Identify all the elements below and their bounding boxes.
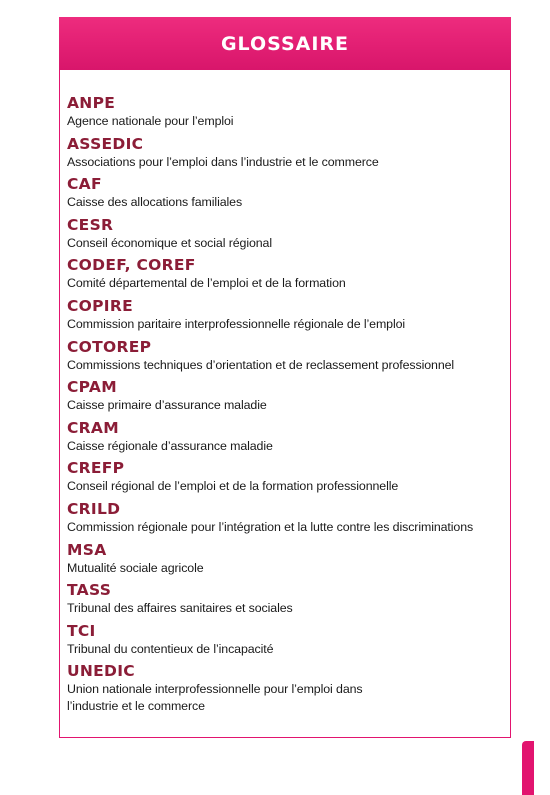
glossary-list	[67, 93, 502, 721]
glossary-definition: Caisse des allocations familiales	[67, 195, 243, 210]
glossary-definition: Commission régionale pour l’intégration et la lutte contre les discriminations	[67, 519, 474, 534]
glossary-definition: Commissions techniques d’orientation et de reclassement professionnel	[67, 357, 455, 372]
glossary-acronym: COPIRE	[67, 296, 134, 315]
glossary-definition: Commission paritaire interprofessionnelle régionale de l’emploi	[67, 316, 406, 331]
glossary-acronym: CPAM	[67, 378, 117, 397]
glossary-entry-cpam	[67, 377, 502, 418]
glossary-definition: Associations pour l’emploi dans l’industrie et le commerce	[67, 154, 379, 169]
page-edge-tab	[522, 741, 534, 795]
glossary-entry-assedic	[67, 134, 502, 175]
glossary-definition: Tribunal du contentieux de l’incapacité	[67, 641, 274, 656]
glossary-definition: Mutualité sociale agricole	[67, 560, 204, 575]
glossary-acronym: CESR	[67, 215, 114, 234]
glossary-acronym: MSA	[67, 540, 107, 559]
glossary-acronym: CODEF, COREF	[67, 256, 196, 275]
glossary-entry-crild	[67, 499, 502, 540]
glossary-acronym: COTOREP	[67, 337, 152, 356]
glossary-entry-tci	[67, 621, 502, 662]
glossary-definition: Conseil régional de l’emploi et de la formation professionnelle	[67, 479, 399, 494]
glossary-entry-cram	[67, 418, 502, 459]
glossary-acronym: UNEDIC	[67, 662, 135, 681]
glossary-acronym: ASSEDIC	[67, 134, 144, 153]
glossary-definition: Caisse primaire d’assurance maladie	[67, 398, 267, 413]
glossary-definition: Tribunal des affaires sanitaires et sociales	[67, 601, 293, 616]
glossary-entry-tass	[67, 580, 502, 621]
glossary-entry-cotorep	[67, 337, 502, 378]
glossary-acronym: CRILD	[67, 499, 121, 518]
glossary-entry-unedic	[67, 661, 502, 721]
glossary-entry-codef-coref	[67, 255, 502, 296]
glossary-header	[59, 17, 511, 70]
glossary-entry-anpe	[67, 93, 502, 134]
glossary-acronym: TCI	[67, 621, 96, 640]
glossary-definition: Comité départemental de l’emploi et de la formation	[67, 276, 346, 291]
glossary-entry-crefp	[67, 458, 502, 499]
glossary-acronym: CREFP	[67, 459, 125, 478]
glossary-acronym: ANPE	[67, 94, 116, 112]
glossary-definition: Conseil économique et social régional	[67, 235, 272, 250]
glossary-acronym: CRAM	[67, 418, 119, 437]
glossary-definition: Union nationale interprofessionnelle pour l’emploi dans l’industrie et le commerce	[67, 682, 363, 714]
page-title: GLOSSAIRE	[220, 32, 350, 55]
glossary-definition: Agence nationale pour l’emploi	[67, 114, 234, 128]
glossary-acronym: TASS	[67, 581, 112, 600]
glossary-entry-copire	[67, 296, 502, 337]
glossary-entry-caf	[67, 174, 502, 215]
glossary-entry-cesr	[67, 215, 502, 256]
glossary-entry-msa	[67, 540, 502, 581]
glossary-definition: Caisse régionale d’assurance maladie	[67, 438, 273, 453]
glossary-acronym: CAF	[67, 175, 102, 194]
glossary-panel	[59, 17, 511, 738]
